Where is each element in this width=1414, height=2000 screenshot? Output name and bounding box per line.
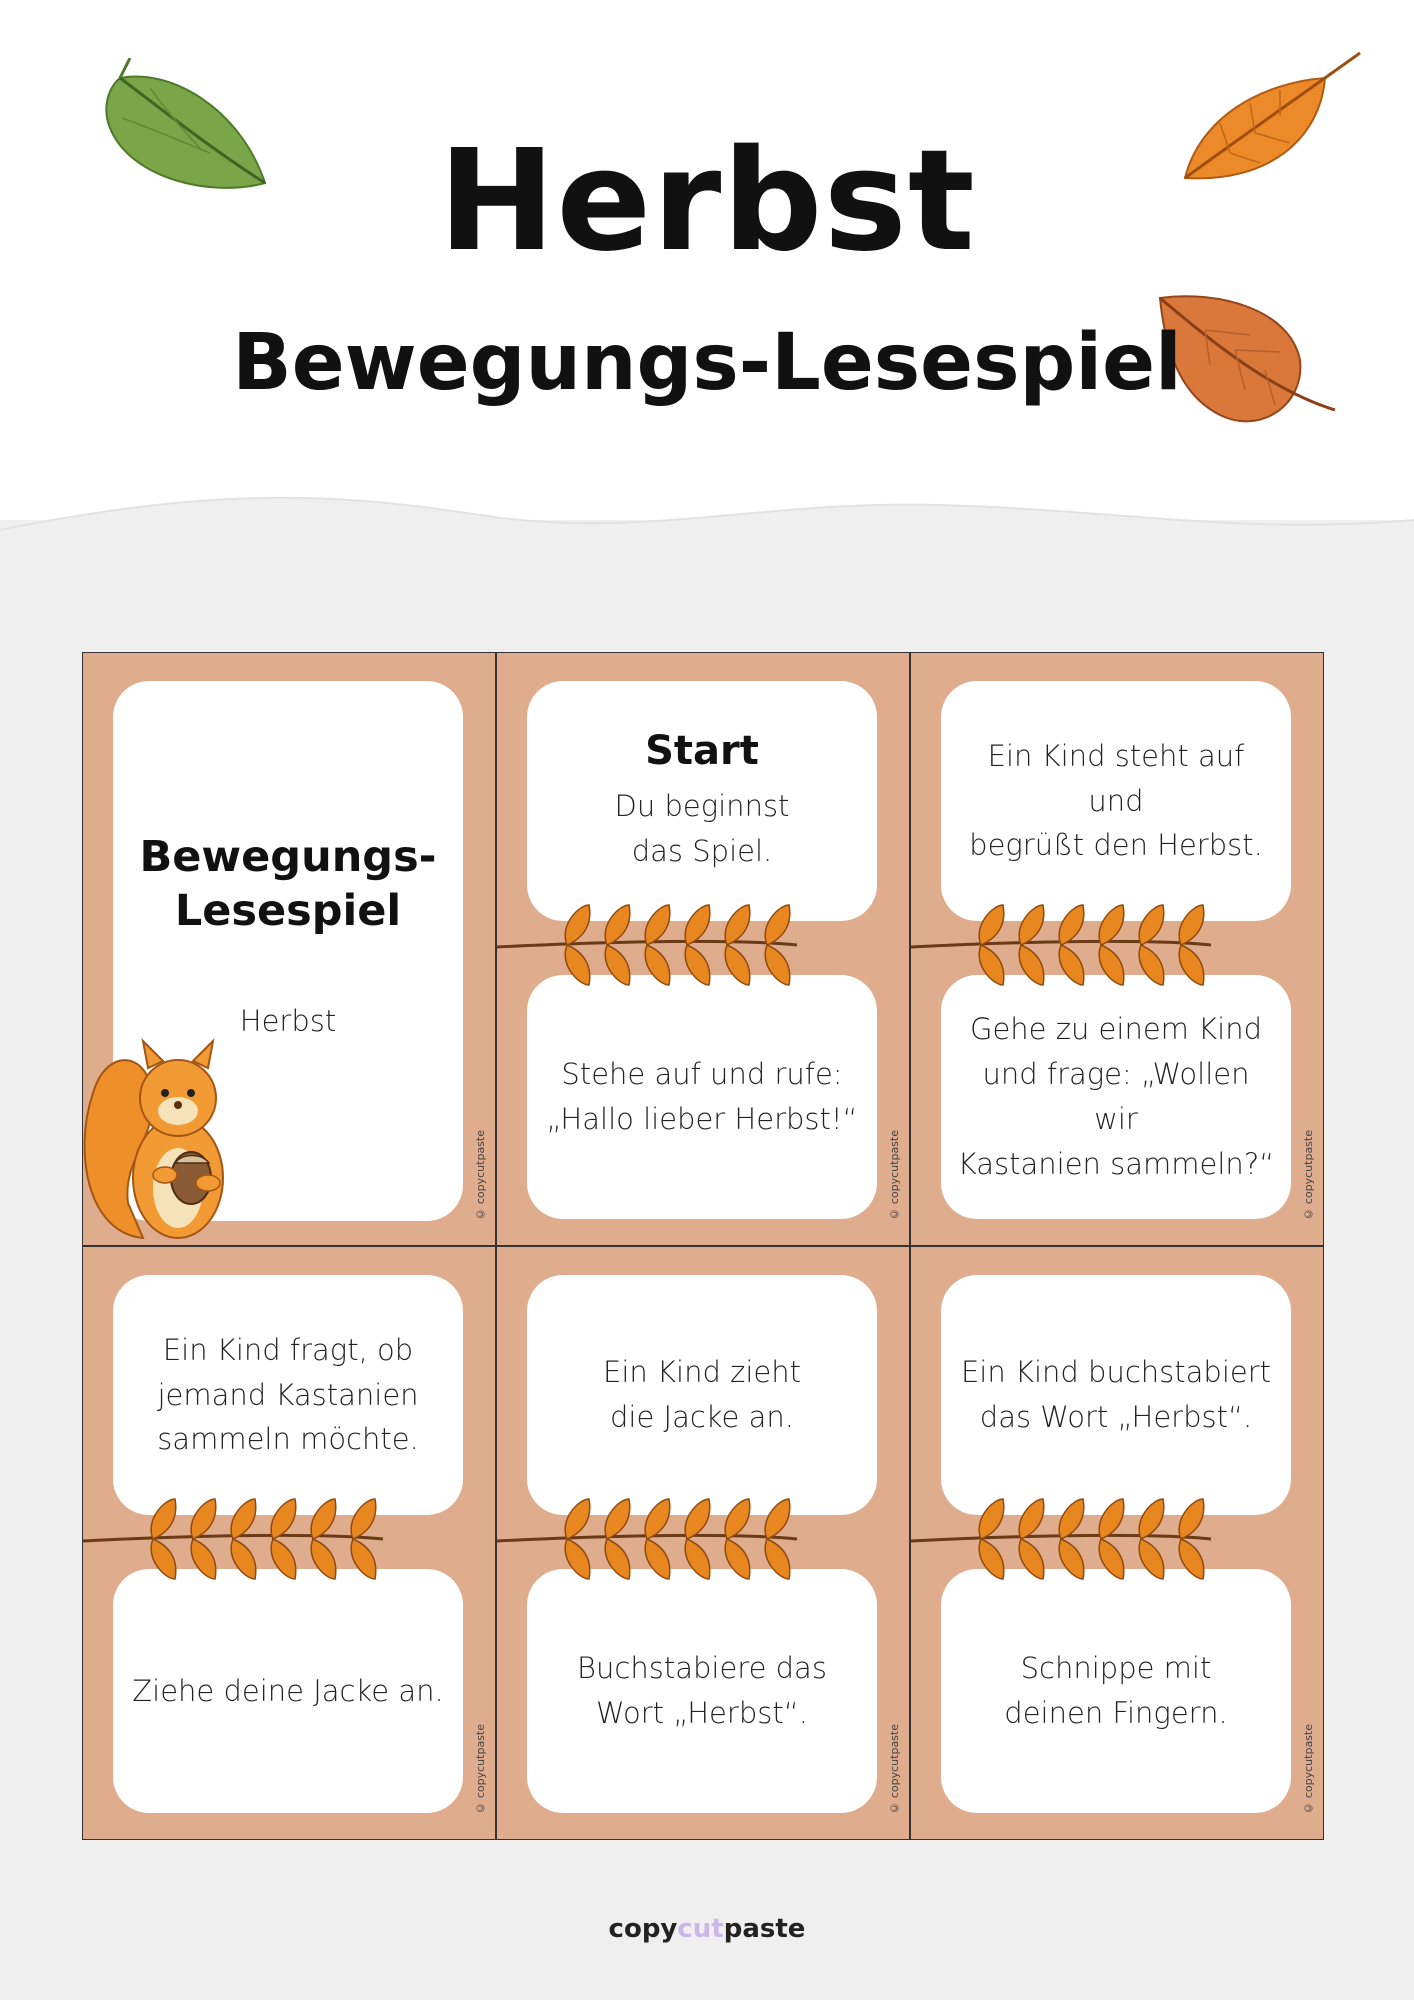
card-bottom-panel	[527, 975, 877, 1219]
card-text: jemand Kastanien	[157, 1377, 419, 1412]
copyright-note: © copycutpaste	[888, 1724, 901, 1815]
card-text: die Jacke an.	[610, 1400, 794, 1434]
card-text: das Wort „Herbst“.	[979, 1400, 1253, 1434]
copyright-note: © copycutpaste	[888, 1130, 901, 1221]
card-text: Kastanien sammeln?“	[957, 1146, 1275, 1181]
start-heading: Start	[645, 728, 759, 775]
card-3	[910, 652, 1324, 1246]
card-text: Ein Kind zieht	[603, 1355, 801, 1390]
copyright-note: © copycutpaste	[474, 1130, 487, 1221]
card-text: „Hallo lieber Herbst!“	[546, 1102, 858, 1136]
cover-heading-line2: Lesespiel	[174, 885, 402, 936]
leaf-branch-icon	[911, 1489, 1324, 1589]
card-top-panel	[527, 681, 877, 921]
card-top-panel	[941, 1275, 1291, 1515]
copyright-note: © copycutpaste	[1302, 1130, 1315, 1221]
card-bottom-panel	[527, 1569, 877, 1813]
card-text: Stehe auf und rufe:	[561, 1057, 843, 1092]
leaf-branch-icon	[497, 895, 910, 995]
card-text: Ein Kind buchstabiert	[960, 1355, 1272, 1390]
leaf-branch-icon	[911, 895, 1324, 995]
card-bottom-panel	[113, 1569, 463, 1813]
cover-heading-line1: Bewegungs-	[139, 832, 437, 882]
page-subtitle: Bewegungs-Lesespiel	[232, 318, 1182, 408]
card-text: Wort „Herbst“.	[596, 1696, 808, 1730]
copyright-note: © copycutpaste	[474, 1724, 487, 1815]
brand-part-cut: cut	[677, 1914, 724, 1944]
cover-card	[82, 652, 496, 1246]
card-text: und frage: „Wollen wir	[982, 1057, 1250, 1136]
card-text: Gehe zu einem Kind	[969, 1012, 1263, 1047]
card-text: das Spiel.	[631, 834, 773, 868]
leaf-branch-icon	[83, 1489, 496, 1589]
card-bottom-panel	[941, 1569, 1291, 1813]
page-title: Herbst	[438, 120, 976, 283]
card-bottom-panel	[941, 975, 1291, 1219]
card-text: deinen Fingern.	[1004, 1696, 1228, 1730]
copyright-note: © copycutpaste	[1302, 1724, 1315, 1815]
card-text: begrüßt den Herbst.	[969, 828, 1263, 863]
squirrel-icon	[83, 1003, 233, 1243]
brand-part-paste: paste	[723, 1914, 806, 1944]
card-top-panel	[941, 681, 1291, 921]
card-text: Schnippe mit	[1020, 1651, 1212, 1686]
wave-divider	[0, 470, 1414, 590]
brand-footer	[0, 1914, 1414, 1944]
card-text: Ziehe deine Jacke an.	[132, 1673, 444, 1708]
card-2	[496, 652, 910, 1246]
card-text: Ein Kind steht auf und	[987, 738, 1245, 818]
cover-subtitle: Herbst	[239, 1003, 337, 1038]
leaf-branch-icon	[497, 1489, 910, 1589]
brand-part-copy: copy	[608, 1914, 678, 1944]
card-top-panel	[113, 1275, 463, 1515]
card-text: Buchstabiere das	[577, 1651, 827, 1686]
card-text: Ein Kind fragt, ob	[162, 1332, 414, 1367]
card-top-panel	[527, 1275, 877, 1515]
card-text: Du beginnst	[614, 789, 790, 824]
card-5	[496, 1246, 910, 1840]
card-4	[82, 1246, 496, 1840]
card-text: sammeln möchte.	[157, 1422, 419, 1457]
card-6	[910, 1246, 1324, 1840]
card-sheet	[82, 652, 1330, 1844]
